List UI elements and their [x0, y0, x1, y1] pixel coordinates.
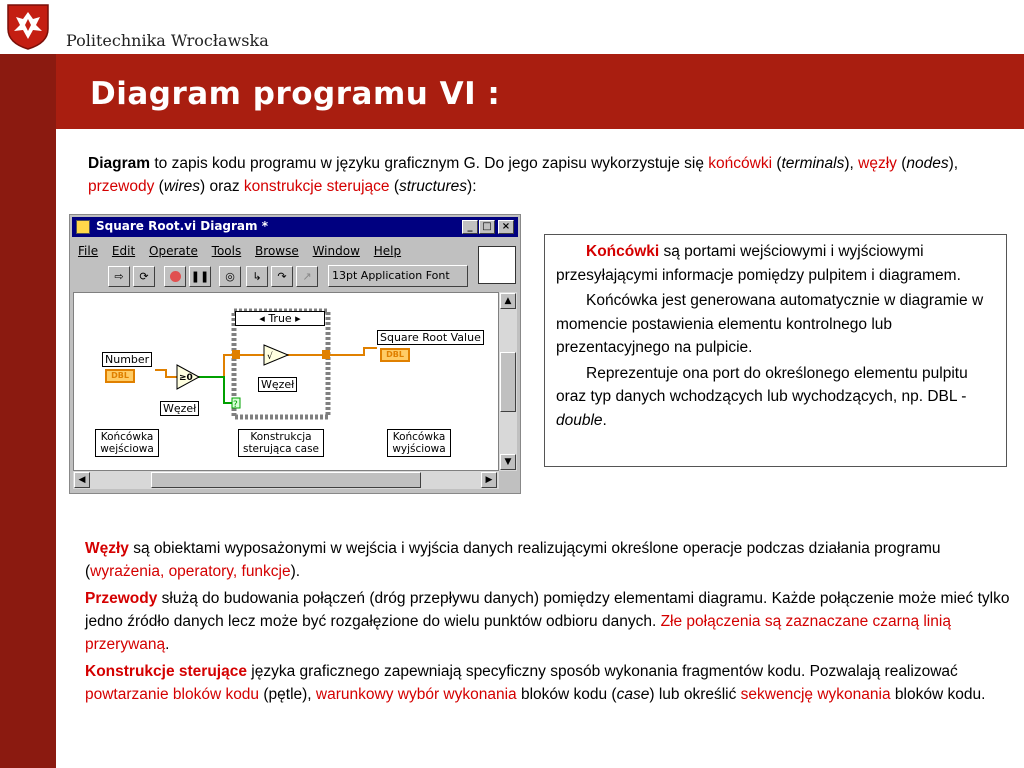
term-konstrukcje-bold: Konstrukcje sterujące — [85, 663, 247, 680]
step-over-icon[interactable]: ↷ — [271, 266, 293, 287]
scroll-left-icon[interactable]: ◀ — [74, 472, 90, 488]
structures-definition — [85, 660, 1015, 706]
annotation-input-terminal — [95, 429, 159, 457]
text: ): — [467, 178, 477, 195]
run-arrow-icon[interactable]: ⇨ — [108, 266, 130, 287]
text: ), — [844, 155, 859, 172]
svg-text:?: ? — [233, 400, 238, 410]
case-selector-value: True — [268, 312, 292, 325]
annotation-line: Konstrukcja — [250, 431, 312, 443]
scroll-right-icon[interactable]: ▶ — [481, 472, 497, 488]
number-label: Number — [102, 352, 152, 367]
menu-edit[interactable] — [112, 244, 135, 258]
highlight: Złe połączenia są zaznaczane czarną linią przerywaną — [85, 613, 951, 653]
input-terminal-dbl[interactable]: DBL — [105, 369, 135, 383]
vi-icon — [478, 246, 516, 284]
annotation-line: Końcówka — [100, 431, 154, 443]
text: bloków kodu. — [890, 686, 986, 703]
close-button[interactable]: × — [498, 220, 514, 234]
highlight: sekwencję wykonania — [740, 686, 891, 703]
university-crest-icon — [6, 3, 50, 51]
vertical-scrollbar[interactable] — [499, 292, 517, 471]
term-koncowki: końcówki — [708, 155, 773, 172]
text: ( — [154, 178, 164, 195]
menu-label: File — [78, 244, 99, 258]
text: ( — [896, 155, 907, 172]
scroll-down-icon[interactable]: ▼ — [500, 454, 516, 470]
terminals-generation: Końcówka jest generowana automatycznie w diagramie w momencie postawienia elementu kontrolnego lub prezentacyjnego na pulpicie. — [556, 292, 984, 356]
maximize-button[interactable]: □ — [479, 220, 495, 234]
term-case: case — [616, 686, 650, 703]
menu-label: Window — [312, 244, 360, 258]
text: języka graficznego zapewniają specyficzny sposób wykonania fragmentów kodu. Pozwalają realizować — [246, 663, 958, 680]
window-title: Square Root.vi Diagram * — [96, 219, 268, 233]
horizontal-scroll-thumb[interactable] — [151, 472, 421, 488]
menu-label: Tools — [211, 244, 242, 258]
term-terminals: terminals — [781, 155, 845, 172]
logo-area — [0, 0, 56, 54]
nodes-definition — [85, 537, 1015, 583]
definitions-section — [85, 537, 1015, 710]
highlight: warunkowy wybór wykonania — [315, 686, 517, 703]
text: ) oraz — [199, 178, 244, 195]
text: . — [165, 636, 170, 653]
pause-icon[interactable]: ❚❚ — [189, 266, 211, 287]
term-wires: wires — [163, 178, 200, 195]
highlight: wyrażenia, operatory, funkcje — [90, 563, 291, 580]
menu-bar — [78, 244, 411, 258]
annotation-line: Końcówka — [392, 431, 446, 443]
menu-operate[interactable] — [149, 244, 198, 258]
menu-tools[interactable] — [212, 244, 242, 258]
annotation-line: wyjściowa — [392, 443, 446, 455]
title-bar — [56, 54, 1024, 129]
svg-text:≥0: ≥0 — [179, 373, 193, 383]
node-label-outer: Węzeł — [160, 401, 199, 416]
text: ). — [290, 563, 301, 580]
step-out-icon[interactable]: ↗ — [296, 266, 318, 287]
menu-label: Browse — [255, 244, 299, 258]
wires-definition — [85, 587, 1015, 656]
annotation-output-terminal — [387, 429, 451, 457]
menu-label: Operate — [149, 244, 198, 258]
term-diagram: Diagram — [88, 155, 151, 172]
svg-text:√: √ — [267, 352, 273, 362]
menu-browse[interactable] — [255, 244, 299, 258]
term-structures: structures — [398, 178, 468, 195]
node-label-inner: Węzeł — [258, 377, 297, 392]
menu-file[interactable] — [78, 244, 98, 258]
output-terminal-dbl[interactable]: DBL — [380, 348, 410, 362]
text: Reprezentuje ona port do określonego elementu pulpitu oraz typ danych wchodzących lub wychodzących, np. DBL - — [556, 364, 968, 405]
text: są obiektami wyposażonymi w wejścia i wyjścia danych realizującymi określone operacje podczas działania programu ( — [85, 540, 941, 580]
university-name: Politechnika Wrocławska — [66, 31, 269, 50]
square-root-value-label: Square Root Value — [377, 330, 484, 345]
term-wezly: węzły — [858, 155, 897, 172]
term-wezly-bold: Węzły — [85, 540, 129, 557]
term-double: double — [556, 411, 603, 429]
annotation-line: wejściowa — [100, 443, 154, 455]
scroll-up-icon[interactable]: ▲ — [500, 293, 516, 309]
text: są portami wejściowymi i wyjściowymi przesyłającymi informacje pomiędzy pulpitem i diagramem. — [556, 243, 961, 284]
text: ( — [772, 155, 782, 172]
intro-paragraph — [88, 152, 988, 198]
text: służą do budowania połączeń (dróg przepływu danych) pomiędzy elementami diagramu. Każde połączenie może mieć tylko jedno źródło danych lecz może być rozgałęzione do wielu punktów odbioru danych. — [85, 590, 1010, 630]
menu-help[interactable] — [374, 244, 401, 258]
annotation-line: sterująca case — [242, 443, 320, 455]
abort-icon[interactable] — [164, 266, 186, 287]
run-continuously-icon[interactable]: ⟳ — [133, 266, 155, 287]
annotation-case-structure — [238, 429, 324, 457]
window-titlebar — [72, 217, 518, 237]
left-sidebar — [0, 0, 56, 768]
diagram-canvas[interactable] — [73, 292, 499, 471]
term-przewody: przewody — [88, 178, 155, 195]
text: ), — [948, 155, 959, 172]
highlight-execution-icon[interactable]: ◎ — [219, 266, 241, 287]
slide-title: Diagram programu VI : — [90, 76, 501, 112]
labview-diagram-window — [69, 214, 521, 494]
terminals-definition — [556, 240, 994, 287]
term-nodes: nodes — [906, 155, 949, 172]
minimize-button[interactable]: _ — [462, 220, 478, 234]
vi-window-icon — [76, 220, 90, 234]
highlight: powtarzanie bloków kodu — [85, 686, 260, 703]
font-dropdown[interactable]: 13pt Application Font — [328, 265, 468, 287]
case-selector[interactable]: ◂ True ▸ — [235, 311, 325, 326]
menu-label: Help — [373, 244, 402, 258]
text: . — [602, 411, 607, 429]
horizontal-scrollbar[interactable] — [73, 471, 499, 489]
terminals-port — [556, 362, 994, 433]
text: to zapis kodu programu w języku graficznym G. Do jego zapisu wykorzystuje się — [150, 155, 709, 172]
text: bloków kodu ( — [516, 686, 617, 703]
text: ) lub określić — [649, 686, 741, 703]
term-koncowki-bold: Końcówki — [586, 243, 660, 260]
term-przewody-bold: Przewody — [85, 590, 158, 607]
term-konstrukcje: konstrukcje sterujące — [243, 178, 390, 195]
step-into-icon[interactable]: ↳ — [246, 266, 268, 287]
menu-window[interactable] — [313, 244, 360, 258]
terminals-info-box — [544, 234, 1007, 467]
vertical-scroll-thumb[interactable] — [500, 352, 516, 412]
text: ( — [389, 178, 399, 195]
text: (pętle), — [259, 686, 316, 703]
menu-label: Edit — [111, 244, 136, 258]
